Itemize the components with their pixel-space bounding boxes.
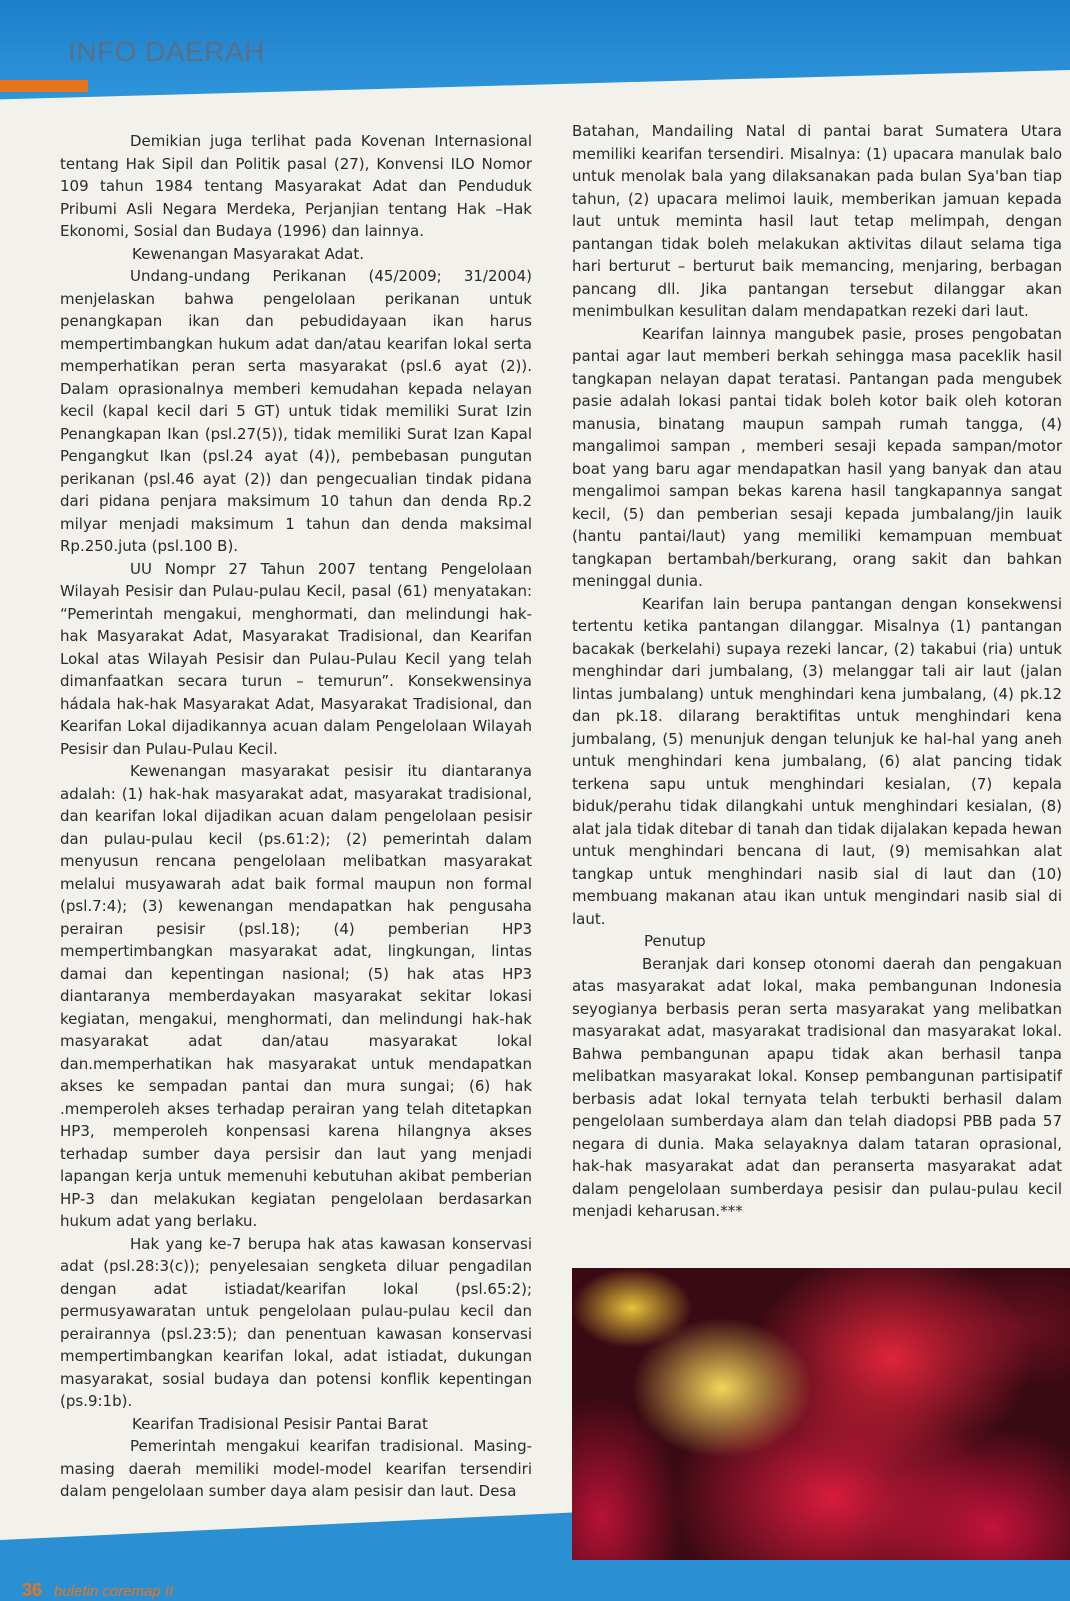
paragraph: Batahan, Mandailing Natal di pantai barat Sumatera Utara memiliki kearifan tersendiri. Misalnya: (1) upacara manulak balo untuk menolak bala yang dilaksanakan pada bulan Sya'ban tiap tahun, (2) upacara melimoi lauik, memberikan jamuan kepada laut untuk meminta hasil laut tetap melimpah, dengan pantangan tidak boleh melakukan aktivitas dilaut selama tiga hari berturut – berturut baik memancing, menjaring, berbagan pancang dll. Jika pantangan tersebut dilanggar akan menimbulkan kesulitan dalam mendapatkan rezeki dari laut. bbox=[572, 122, 1062, 320]
subheading: Kewenangan Masyarakat Adat. bbox=[132, 244, 365, 263]
paragraph: Beranjak dari konsep otonomi daerah dan pengakuan atas masyarakat adat lokal, maka pembangunan Indonesia seyogianya berbasis peran serta masyarakat yang melibatkan masyarakat adat, masyarakat tradisional dan masyarakat lokal. Bahwa pembangunan apapu tidak akan berhasil tanpa melibatkan masyarakat lokal. Konsep pembangunan partisipatif berbasis adat lokal ternyata telah terbukti berhasil dalam pengelolaan sumberdaya alam dan telah diadopsi PBB pada 57 negara di dunia. Maka selayaknya dalam tataran oprasional, hak-hak masyarakat adat dan peranserta masyarakat adat dalam pengelolaan sumberdaya pesisir dan pulau-pulau kecil menjadi keharusan.*** bbox=[572, 954, 1062, 1220]
coral-reef-photo bbox=[572, 1268, 1070, 1598]
left-text-column bbox=[60, 130, 532, 1503]
paragraph: UU Nompr 27 Tahun 2007 tentang Pengelolaan Wilayah Pesisir dan Pulau-pulau Kecil, pasal (61) menyatakan: “Pemerintah mengakui, menghormati, dan melindungi hak-hak Masyarakat Adat, Masyarakat Tradisional, dan Kearifan Lokal atas Wilayah Pesisir dan Pulau-Pulau Kecil yang telah dimanfaatkan secara turun – temurun”. Konsekwensinya hádala hak-hak Masyarakat Adat, Masyarakat Tradisional, dan Kearifan Lokal dijadikannya acuan dalam Pengelolaan Wilayah Pesisir dan Pulau-Pulau Kecil. bbox=[60, 559, 532, 758]
paragraph: Demikian juga terlihat pada Kovenan Internasional tentang Hak Sipil dan Politik pasal (27), Konvensi ILO Nomor 109 tahun 1984 tentang Masyarakat Adat dan Penduduk Pribumi Asli Negara Merdeka, Perjanjian tentang Hak –Hak Ekonomi, Sosial dan Budaya (1996) dan lainnya. bbox=[60, 132, 532, 240]
paragraph: Kearifan lainnya mangubek pasie, proses pengobatan pantai agar laut memberi berkah sehingga masa paceklik hasil tangkapan nelayan dapat teratasi. Pantangan pada mengubek pasie adalah lokasi pantai tidak boleh kotor baik oleh kotoran manusia, binatang maupun sampah rumah tangga, (4) mangalimoi sampan , memberi sesaji kepada sampan/motor boat yang baru agar mendapatkan hasil yang banyak dan atau mengalimoi sampan bekas karena hasil tangkapannya sangat kecil, (5) dan pemberian sesaji kepada jumbalang/jin lauik (hantu pantai/laut) yang memiliki kemampuan membuat tangkapan bertambah/berkurang, orang sakit dan bahkan meninggal dunia. bbox=[572, 324, 1062, 590]
paragraph: Hak yang ke-7 berupa hak atas kawasan konservasi adat (psl.28:3(c)); penyelesaian sengketa diluar pengadilan dengan adat istiadat/kearifan lokal (psl.65:2); permusyawaratan untuk pengelolaan pulau-pulau kecil dan perairannya (psl.23:5); dan penentuan kawasan konservasi mempertimbangkan kearifan lokal, adat istiadat, dukungan masyarakat, sosial budaya dan potensi konflik kepentingan (ps.9:1b). bbox=[60, 1234, 532, 1410]
page-number: 36 bbox=[22, 1580, 43, 1600]
section-title: INFO DAERAH bbox=[68, 36, 265, 67]
subheading: Kearifan Tradisional Pesisir Pantai Barat bbox=[132, 1414, 428, 1433]
paragraph: Kearifan lain berupa pantangan dengan konsekwensi tertentu ketika pantangan dilanggar. Misalnya (1) pantangan bacakak (berkelahi) supaya rezeki lancar, (2) takabui (ria) untuk menghindar dari jumbalang, (3) melanggar tali air laut (jalan lintas jumbalang) untuk menghindari kena jumbalang, (4) pk.12 dan pk.18. dilarang beraktifitas untuk menghindari kena jumbalang, (5) menunjuk dengan telunjuk ke hal-hal yang aneh untuk menghindari kena jumbalang, (6) alat pancing tidak terkena sapu untuk menghindari kesialan, (7) kepala biduk/perahu tidak dilangkahi untuk menghindari kesialan, (8) alat jala tidak ditebar di tanah dan tidak dijalakan kepada hewan untuk menghindari bencana di laut, (9) memisahkan alat tangkap untuk menghindari nasib sial di laut dan (10) membuang makanan atau ikan untuk mengindari nasib sial di laut. bbox=[572, 594, 1062, 928]
paragraph: Undang-undang Perikanan (45/2009; 31/2004) menjelaskan bahwa pengelolaan perikanan untuk penangkapan ikan dan pebudidayaan ikan harus mempertimbangkan hukum adat dan/atau kearifan lokal serta memperhatikan peran serta masyarakat (psl.6 ayat (2)). Dalam oprasionalnya memberi kemudahan kepada nelayan kecil (kapal kecil dari 5 GT) untuk tidak memiliki Surat Izin Penangkapan Ikan (psl.27(5)), tidak memiliki Surat Izan Kapal Pengangkut Ikan (psl.24 ayat (4)), pembebasan pungutan perikanan (psl.46 ayat (2)) dan pengecualian tindak pidana dari pidana penjara maksimum 10 tahun dan denda Rp.2 milyar menjadi maksimum 1 tahun dan denda maksimal Rp.250.juta (psl.100 B). bbox=[60, 267, 532, 555]
paragraph: Pemerintah mengakui kearifan tradisional. Masing-masing daerah memiliki model-model kearifan tersendiri dalam pengelolaan sumber daya alam pesisir dan laut. Desa bbox=[60, 1437, 532, 1500]
publication-name: buletin coremap II bbox=[54, 1583, 174, 1600]
subheading: Penutup bbox=[644, 932, 706, 950]
paragraph: Kewenangan masyarakat pesisir itu diantaranya adalah: (1) hak-hak masyarakat adat, masyarakat tradisional, dan kearifan lokal dijadikan acuan dalam pengelolaan pesisir dan pulau-pulau kecil (ps.61:2); (2) pemerintah dalam menyusun rencana pengelolaan melibatkan masyarakat melalui musyawarah adat baik formal maupun non formal (psl.7:4); (3) kewenangan mendapatkan hak pengusaha perairan pesisir (psl.18); (4) pemberian HP3 mempertimbangkan masyarakat adat, lingkungan, lintas damai dan kepentingan nasional; (5) hak atas HP3 diantaranya memberdayakan masyarakat sekitar lokasi kegiatan, mengakui, menghormati, dan melindungi hak-hak masyarakat adat dan/atau masyarakat lokal dan.memperhatikan hak masyarakat untuk mendapatkan akses ke sempadan pantai dan mura sungai; (6) hak .memperoleh akses terhadap perairan yang telah ditetapkan HP3, memperoleh konpensasi karena hilangnya akses terhadap sumber daya persisir dan laut yang menjadi lapangan kerja untuk memenuhi kebutuhan akibat pemberian HP-3 dan melakukan kegiatan pengelolaan berdasarkan hukum adat yang berlaku. bbox=[60, 762, 532, 1230]
orange-accent-bar bbox=[0, 80, 88, 92]
right-text-column bbox=[572, 120, 1062, 1223]
